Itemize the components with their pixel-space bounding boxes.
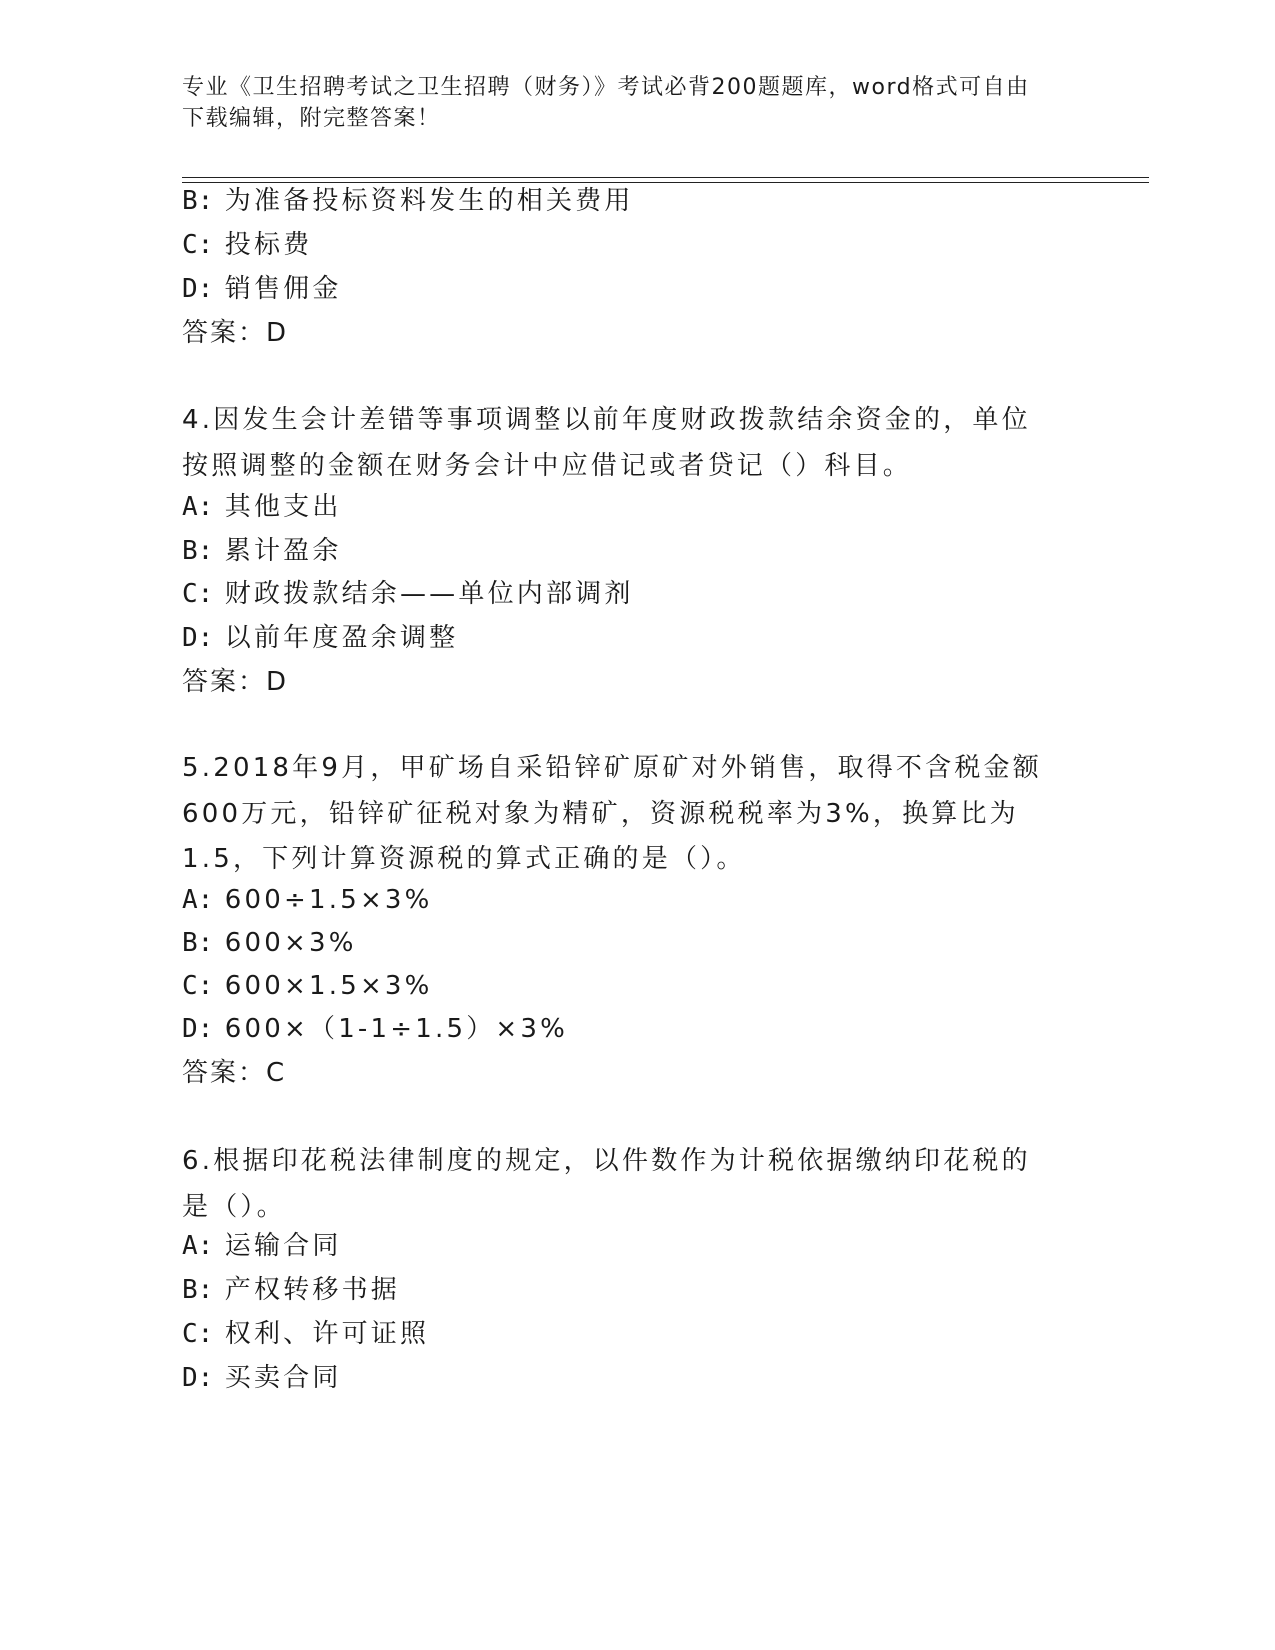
option-letter: B: bbox=[182, 1275, 214, 1305]
option-text: 财政拨款结余——单位内部调剂 bbox=[224, 579, 634, 609]
q5-option-b bbox=[182, 925, 357, 961]
option-text: 以前年度盈余调整 bbox=[224, 623, 459, 653]
header-divider-top bbox=[182, 177, 1149, 178]
option-letter: D: bbox=[182, 274, 214, 304]
option-text: 600×1.5×3% bbox=[224, 971, 433, 1001]
option-letter: C: bbox=[182, 579, 214, 609]
q4-option-b bbox=[182, 533, 342, 569]
option-text: 权利、许可证照 bbox=[224, 1319, 430, 1349]
option-text: 600÷1.5×3% bbox=[224, 885, 433, 915]
option-text: 600×（1-1÷1.5）×3% bbox=[224, 1014, 569, 1044]
q3-option-c bbox=[182, 227, 312, 263]
q3-option-b bbox=[182, 183, 634, 219]
q6-stem: 6.根据印花税法律制度的规定，以件数作为计税依据缴纳印花税的是（）。 bbox=[182, 1146, 1031, 1222]
option-text: 累计盈余 bbox=[224, 536, 342, 566]
q4-stem: 4.因发生会计差错等事项调整以前年度财政拨款结余资金的，单位按照调整的金额在财务会计中应借记或者贷记（）科目。 bbox=[182, 405, 1031, 481]
option-text: 买卖合同 bbox=[224, 1363, 342, 1393]
q5-option-d bbox=[182, 1011, 568, 1047]
option-letter: C: bbox=[182, 1319, 214, 1349]
option-letter: D: bbox=[182, 1014, 214, 1044]
document-header: 专业《卫生招聘考试之卫生招聘（财务）》考试必背200题题库，word格式可自由下载编辑，附完整答案！ bbox=[182, 75, 1030, 131]
option-text: 运输合同 bbox=[224, 1231, 342, 1261]
option-letter: A: bbox=[182, 1231, 214, 1261]
q6-option-c bbox=[182, 1316, 429, 1352]
q6-option-a bbox=[182, 1228, 342, 1264]
option-letter: D: bbox=[182, 623, 214, 653]
option-letter: B: bbox=[182, 536, 214, 566]
option-text: 销售佣金 bbox=[224, 274, 342, 304]
option-letter: C: bbox=[182, 971, 214, 1001]
q5-stem: 5.2018年9月，甲矿场自采铅锌矿原矿对外销售，取得不含税金额600万元，铅锌矿征税对象为精矿，资源税税率为3%，换算比为1.5，下列计算资源税的算式正确的是（）。 bbox=[182, 753, 1042, 874]
q3-answer: 答案：D bbox=[182, 318, 289, 348]
q5-option-c bbox=[182, 968, 433, 1004]
q6-option-b bbox=[182, 1272, 400, 1308]
option-text: 为准备投标资料发生的相关费用 bbox=[224, 186, 634, 216]
q4-option-a bbox=[182, 489, 342, 525]
option-letter: B: bbox=[182, 186, 214, 216]
q4-option-c bbox=[182, 576, 634, 612]
option-text: 其他支出 bbox=[224, 492, 342, 522]
q6-option-d bbox=[182, 1360, 342, 1396]
option-letter: A: bbox=[182, 885, 214, 915]
option-text: 产权转移书据 bbox=[224, 1275, 400, 1305]
option-letter: B: bbox=[182, 928, 214, 958]
option-text: 投标费 bbox=[224, 230, 313, 260]
option-text: 600×3% bbox=[224, 928, 357, 958]
q5-option-a bbox=[182, 882, 433, 918]
q3-option-d bbox=[182, 271, 342, 307]
q4-option-d bbox=[182, 620, 458, 656]
q4-answer: 答案：D bbox=[182, 667, 289, 697]
option-letter: C: bbox=[182, 230, 214, 260]
option-letter: A: bbox=[182, 492, 214, 522]
q5-answer: 答案：C bbox=[182, 1058, 287, 1088]
option-letter: D: bbox=[182, 1363, 214, 1393]
